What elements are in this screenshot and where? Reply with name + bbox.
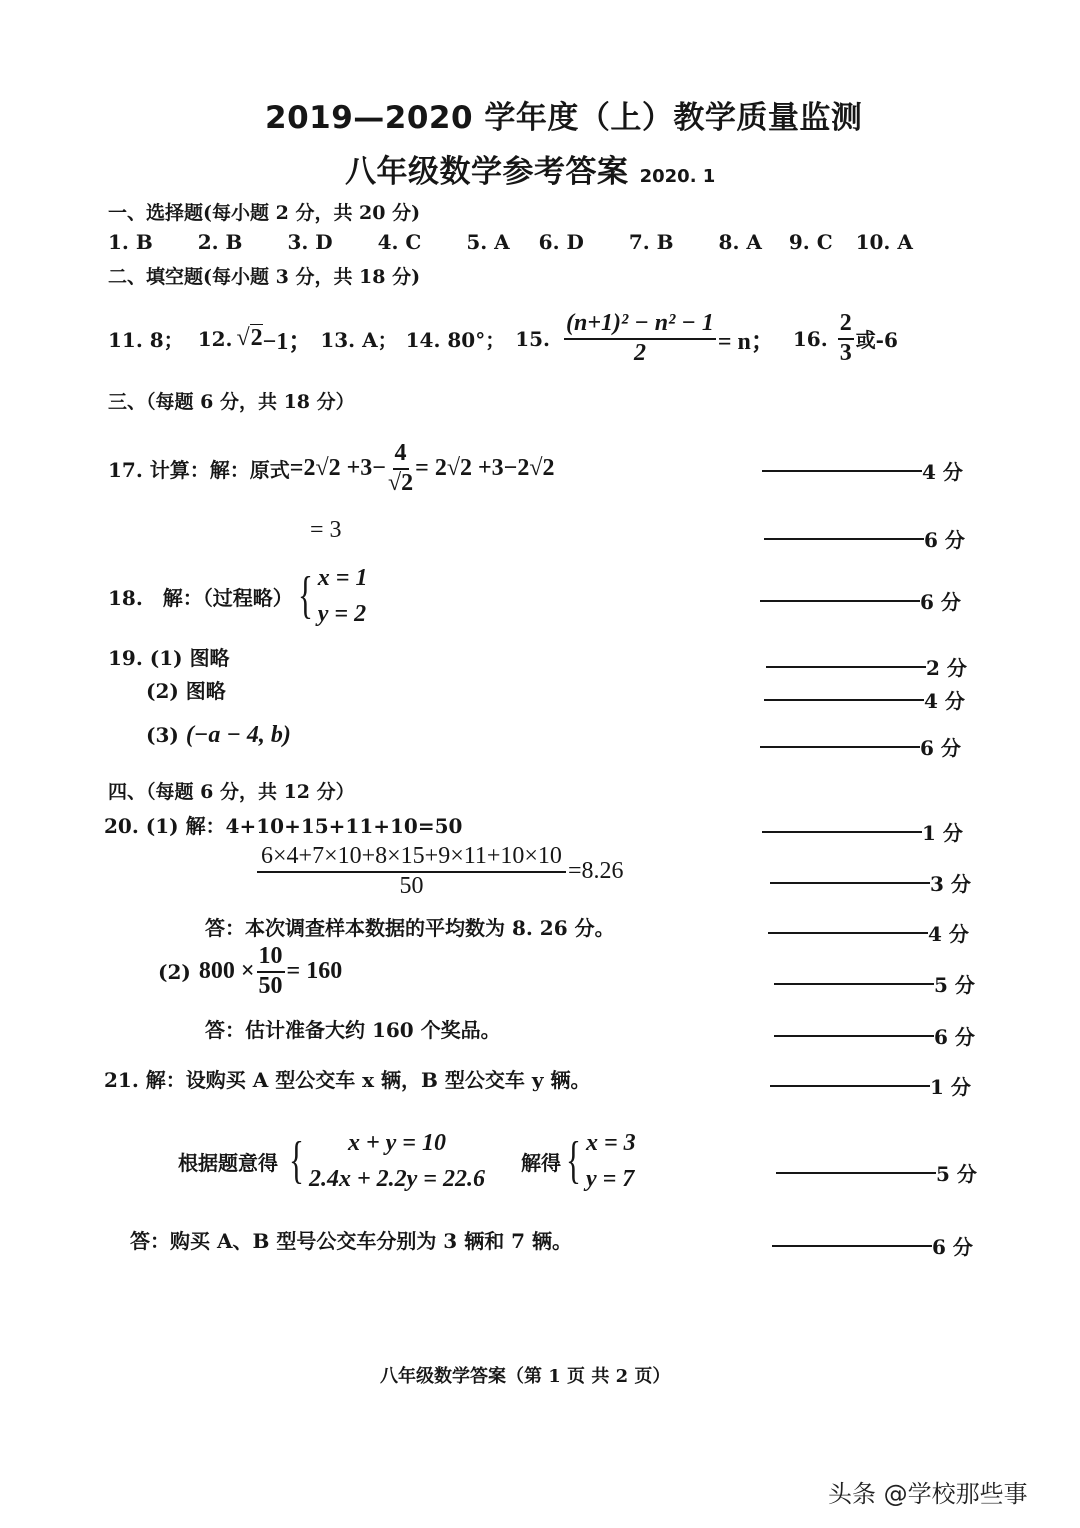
q11-answer: 11. 8； xyxy=(108,328,184,353)
brace-icon: { xyxy=(288,1132,304,1189)
score-marker xyxy=(770,868,971,897)
q21-answer: 答：购买 A、B 型号公交车分别为 3 辆和 7 辆。 xyxy=(130,1229,573,1253)
q20-part2-den: 50 xyxy=(258,972,283,999)
score-label: 5 分 xyxy=(934,973,975,997)
document-title: 2019—2020 学年度（上）教学质量监测 xyxy=(265,100,863,136)
q18-solution xyxy=(108,560,367,632)
q21-sol: y = 7 xyxy=(585,1166,635,1192)
q13-answer: 13. A； xyxy=(320,328,398,353)
q15-rest: = n； xyxy=(717,329,775,356)
score-label: 1 分 xyxy=(922,821,963,845)
score-marker xyxy=(776,1158,977,1187)
q19-part1: 19. (1) 图略 xyxy=(108,646,230,670)
q16-numerator: 2 xyxy=(838,310,854,340)
q15-label: 15. xyxy=(515,326,551,351)
mcq-answer: 2. B xyxy=(197,230,243,254)
page-footer: 八年级数学答案（第 1 页 共 2 页） xyxy=(380,1366,671,1387)
score-marker xyxy=(774,1021,975,1050)
q21-eq: 2.4x + 2.2y = 22.6 xyxy=(308,1166,485,1192)
q16-denominator: 3 xyxy=(839,339,852,366)
q21-solve-label: 解得 xyxy=(520,1150,561,1175)
q14-answer: 14. 80°； xyxy=(405,328,506,353)
q19-part2: (2) 图略 xyxy=(146,679,226,703)
section4-heading: 四、（每题 6 分，共 12 分） xyxy=(108,781,355,803)
q18-system xyxy=(318,560,368,632)
q17-line2: = 3 xyxy=(310,517,342,543)
q20-frac-den: 50 xyxy=(399,872,424,899)
mcq-answer: 8. A xyxy=(718,230,762,254)
q21-solution xyxy=(586,1125,636,1197)
q19-part3 xyxy=(146,722,291,749)
q20-fraction xyxy=(257,843,566,900)
score-label: 6 分 xyxy=(920,736,961,760)
score-label: 6 分 xyxy=(934,1025,975,1049)
score-marker xyxy=(774,969,975,998)
q18-prefix: 18. 解：（过程略） xyxy=(108,585,293,610)
q20-part2-post: = 160 xyxy=(286,958,343,985)
q16-rest: 或-6 xyxy=(855,328,898,353)
mcq-answer: 7. B xyxy=(628,230,674,254)
subtitle-text: 八年级数学参考答案 xyxy=(345,154,629,190)
q12-label: 12. xyxy=(197,326,233,351)
score-marker xyxy=(770,1071,971,1100)
q17-expr1: =2√2 +3− xyxy=(289,455,386,482)
mcq-answer: 3. D xyxy=(287,230,333,254)
score-label: 6 分 xyxy=(920,590,961,614)
brace-icon: { xyxy=(565,1132,581,1189)
q20-part2-fraction xyxy=(257,943,285,1000)
score-marker xyxy=(764,685,965,714)
mcq-answer: 9. C xyxy=(788,230,833,254)
q17-solution xyxy=(108,440,555,497)
q21-eq: x + y = 10 xyxy=(347,1130,446,1156)
q17-frac-den: √2 xyxy=(387,469,414,496)
q20-mean-calc xyxy=(255,843,623,900)
mcq-answer: 5. A xyxy=(466,230,510,254)
q20-part2-num: 10 xyxy=(257,943,285,973)
q21-system xyxy=(309,1125,485,1197)
section1-heading: 一、选择题(每小题 2 分，共 20 分) xyxy=(108,202,421,224)
q20-answer2: 答：估计准备大约 160 个奖品。 xyxy=(205,1018,501,1042)
q20-frac-num: 6×4+7×10+8×15+9×11+10×10 xyxy=(257,843,566,873)
mcq-answer: 10. A xyxy=(855,230,913,254)
q20-part2 xyxy=(158,943,342,1000)
q21-label: 根据题意得 xyxy=(178,1150,278,1175)
mcq-answer: 4. C xyxy=(377,230,422,254)
q17-fraction xyxy=(388,440,413,497)
q20-result: =8.26 xyxy=(567,858,624,885)
q17-frac-num: 4 xyxy=(393,440,409,470)
score-marker xyxy=(760,732,961,761)
score-label: 1 分 xyxy=(930,1075,971,1099)
score-marker xyxy=(768,918,969,947)
score-label: 6 分 xyxy=(932,1235,973,1259)
score-label: 2 分 xyxy=(926,656,967,680)
score-label: 6 分 xyxy=(924,528,965,552)
score-label: 4 分 xyxy=(922,460,963,484)
q16-fraction xyxy=(838,310,854,367)
q21-equations xyxy=(178,1125,636,1197)
mcq-answer: 6. D xyxy=(538,230,584,254)
brace-icon: { xyxy=(297,567,313,624)
score-marker xyxy=(772,1231,973,1260)
q20-part2-label: (2) xyxy=(158,959,191,984)
q21-sol: x = 3 xyxy=(585,1130,636,1156)
q12-rest: −1； xyxy=(262,329,313,356)
score-label: 4 分 xyxy=(928,922,969,946)
watermark: 头条 @学校那些事 xyxy=(828,1480,1028,1508)
q20-part2-pre: 800 × xyxy=(198,958,255,985)
q18-eq: x = 1 xyxy=(317,565,368,591)
section3-heading: 三、（每题 6 分，共 18 分） xyxy=(108,391,355,413)
q17-prefix: 17. 计算：解：原式 xyxy=(108,458,290,483)
q18-eq: y = 2 xyxy=(317,601,367,627)
score-marker xyxy=(762,456,963,485)
score-marker xyxy=(760,586,961,615)
score-label: 3 分 xyxy=(930,872,971,896)
q15-fraction xyxy=(564,310,716,367)
section2-heading: 二、填空题(每小题 3 分，共 18 分) xyxy=(108,266,421,288)
score-label: 4 分 xyxy=(924,689,965,713)
q15-denominator: 2 xyxy=(633,339,646,366)
q17-expr2: = 2√2 +3−2√2 xyxy=(415,455,555,482)
q12-radicand: 2 xyxy=(250,325,263,352)
q15-numerator: (n+1)² − n² − 1 xyxy=(564,310,716,340)
mcq-answer: 1. B xyxy=(108,230,153,254)
score-marker xyxy=(766,652,967,681)
mcq-answers xyxy=(108,230,951,254)
score-marker xyxy=(764,524,965,553)
subtitle-date: 2020. 1 xyxy=(639,166,716,187)
q16-label: 16. xyxy=(792,326,828,351)
score-label: 5 分 xyxy=(936,1162,977,1186)
q19-part3-expr: (−a − 4, b) xyxy=(185,722,291,748)
q20-part1-line1: 20. (1) 解：4+10+15+11+10=50 xyxy=(104,814,463,838)
score-marker xyxy=(762,817,963,846)
q19-part3-label: (3) xyxy=(146,723,179,747)
q21-line1: 21. 解：设购买 A 型公交车 x 辆，B 型公交车 y 辆。 xyxy=(104,1068,591,1092)
fill-blank-answers: 11. 8； 12. √2 −1； 13. A； 14. 80°； 15. $\frac{\text{(n+1)² − n² − 1}}{2}$ = n； 16. $\frac{2}{3}$ 或-6 xyxy=(108,310,898,366)
q20-answer1: 答：本次调查样本数据的平均数为 8. 26 分。 xyxy=(205,916,615,940)
document-subtitle xyxy=(345,146,715,191)
